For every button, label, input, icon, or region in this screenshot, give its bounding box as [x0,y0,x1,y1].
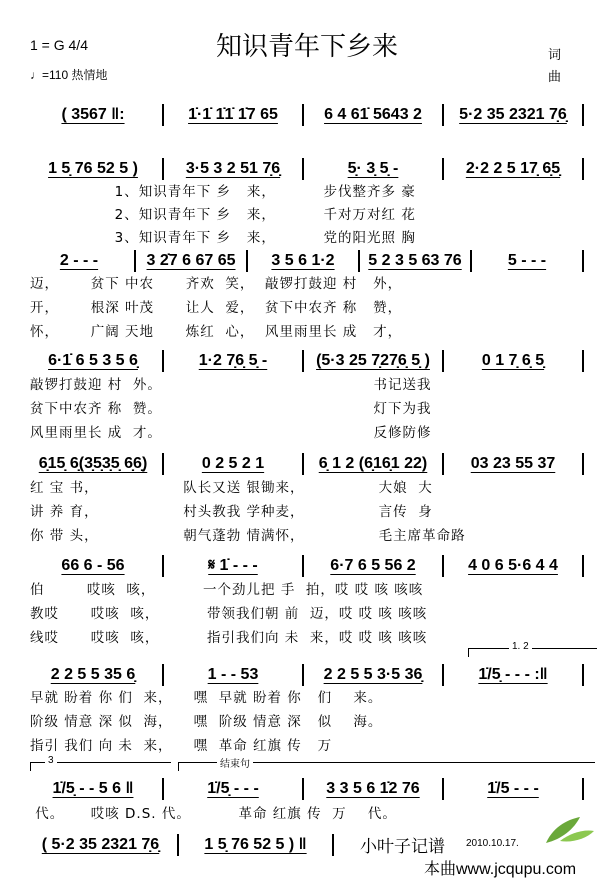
measure: 4 0 6 5·6 4 4 [468,557,558,574]
volta-label: 1. 2 [509,641,532,652]
bar-line [582,664,584,686]
notation-row [28,104,588,126]
notation-row [28,664,588,686]
measure: 5·2 35 2321 7̣6̣ [459,106,567,123]
measure: 6 4 61̇ 5643 2 [324,106,422,123]
volta-1-2 [468,641,597,657]
measure: 1·2 7̣6̣ 5̣ - [198,352,268,369]
measure: ( 5·2 35 2321 7̣6̣ [41,836,160,853]
ending-label: 结束句 [217,755,253,770]
measure: 1̇/5̣ - - 5 6 ‖ [52,780,134,797]
song-title: 知识青年下乡来 [215,31,398,61]
notation-row [28,453,588,475]
bar-line [162,664,164,686]
measure: 03 23 55 37 [470,455,556,472]
measure: 𝄋 1̇ - - - [208,557,258,574]
lyric-line-verse-3: 3、知识青年下 乡 来， 党的阳光照 胸 [30,230,416,246]
bar-line [332,834,334,856]
bar-line [162,778,164,800]
bar-line [302,778,304,800]
notation-row [28,158,588,180]
bar-line [442,555,444,577]
volta-3 [30,755,171,771]
bar-line [134,250,136,272]
measure: 1̇/5 - - - [487,780,539,797]
measure: 2 2 5 5 3·5 36̣ [323,666,423,683]
composer-label: 曲 [548,69,562,84]
lyric-line-verse-1: 1、知识青年下 乡 来， 步伐整齐多 豪 [30,184,416,200]
bar-line [582,555,584,577]
bar-line [470,250,472,272]
bar-line [302,350,304,372]
key-signature: 1 = G 4/4 [30,37,88,53]
measure: 6̣ 1 2 (6̣16̣1 22) [318,455,428,472]
bar-line [302,664,304,686]
measure: 3 2̇7 6 67 65 [146,252,236,269]
bar-line [442,350,444,372]
bar-line [582,158,584,180]
notation-row [28,555,588,577]
bar-line [302,104,304,126]
lyric-line-verse-2: 阶级 情意 深 似 海， 嘿 阶级 情意 深 似 海。 [30,714,383,730]
bar-line [302,453,304,475]
bar-line [442,453,444,475]
bar-line [582,778,584,800]
lyric-line-verse-1: 敲锣打鼓迎 村 外。 书记送我 [30,377,432,393]
lyric-line-verse-2: 讲 养 育， 村头教我 学种麦， 言传 身 [30,504,433,520]
transcriber-signature: 小叶子记谱 [360,837,445,857]
measure: 2 - - - [59,252,99,269]
bar-line [246,250,248,272]
lyric-line-verse-1: 伯 哎咳 咳， 一个劲儿把 手 拍，哎 哎 咳 咳咳 [30,582,424,598]
website-link[interactable]: 本曲www.jcqupu.com [424,861,577,878]
bar-line [442,664,444,686]
lyric-line-verse-3: 你 带 头， 朝气蓬勃 情满怀， 毛主席革命路 [30,528,466,544]
notation-row [28,350,588,372]
volta-label: 3 [45,755,57,766]
bar-line [582,453,584,475]
bar-line [162,453,164,475]
measure: 1 5̣ 76 52 5 ) [48,160,138,177]
measure: 1̇·1̇ 1̇1̇ 1̇7 65 [188,106,278,123]
notation-row [28,778,588,800]
measure: 6̣15̣ 6̣(3̣5̣3̣5̣ 6̣6̣) [38,455,148,472]
tempo-marking: ♩=110 热情地 [30,68,108,82]
measure: 1 - - 53 [207,666,259,683]
bar-line [162,158,164,180]
bar-line [582,250,584,272]
lyric-line-verse-3: 风里雨里长 成 才。 反修防修 [30,425,432,441]
measure: 1̇/5̣ - - - :‖ [478,666,548,683]
measure: 5̣· 3̣ 5̣ - [347,160,399,177]
measure: 3 3 5 6 1̇2 76 [326,780,420,797]
lyric-line-verse-2: 贫下中农齐 称 赞。 灯下为我 [30,401,432,417]
bar-line [358,250,360,272]
measure: 1̇/5̣ - - - [207,780,259,797]
lyricist-label: 词 [548,47,562,62]
measure: 66 6 - 56 [61,557,125,574]
bar-line [582,350,584,372]
bar-line [302,555,304,577]
lyric-line-verse-2: 开， 根深 叶茂 让人 爱， 贫下中农齐 称 赞， [30,300,403,316]
measure: 3 5 6 1·2 [271,252,335,269]
measure: 0 1 7̣ 6̣ 5̣ [481,352,545,369]
lyric-line-verse-2: 教哎 哎咳 咳， 带领我们朝 前 迈，哎 哎 咳 咳咳 [30,606,428,622]
notation-row [28,250,588,272]
measure: 6·1̇ 6 5 3 5 6̣ [48,352,138,369]
measure: 0 2 5 2 1 [201,455,265,472]
lyric-line-verse-1: 代。 哎咳 D.S. 代。 革命 红旗 传 万 代。 [30,806,397,822]
bar-line [302,158,304,180]
lyric-line-verse-2: 2、知识青年下 乡 来， 千对万对红 花 [30,207,416,223]
measure: 5 - - - [507,252,547,269]
measure: 3·5 3 2 51 7̣6̣ [185,160,281,177]
bar-line [582,104,584,126]
ending-bracket [178,759,595,771]
measure: 2 2 5 5 35 6̣ [50,666,136,683]
bar-line [162,555,164,577]
bar-line [177,834,179,856]
measure: 1 5̣ 76 52 5 ) ‖ [204,836,307,853]
transcription-date: 2010.10.17. [466,838,519,849]
notation-row [28,834,338,856]
bar-line [442,778,444,800]
bar-line [162,350,164,372]
bar-line [442,104,444,126]
bar-line [442,158,444,180]
leaf-logo-icon [540,815,596,845]
lyric-line-verse-1: 红 宝 书， 队长又送 银锄来， 大娘 大 [30,480,433,496]
measure: ( 3567 ‖: [61,106,125,123]
lyric-line-verse-3: 指引 我们 向 未 来， 嘿 革命 红旗 传 万 [30,738,333,754]
bar-line [162,104,164,126]
measure: (5·3 25 7̣27̣6̣ 5̣ ) [316,352,430,369]
measure: 6·7 6 5 56 2 [330,557,416,574]
lyric-line-verse-1: 早就 盼着 你 们 来， 嘿 早就 盼着 你 们 来。 [30,690,383,706]
measure: 2·2 2 5 17̣ 6̣5̣ [465,160,561,177]
measure: 5 2 3 5 63 76 [368,252,462,269]
lyric-line-verse-1: 迈， 贫下 中农 齐欢 笑， 敲锣打鼓迎 村 外， [30,276,403,292]
lyric-line-verse-3: 线哎 哎咳 咳， 指引我们向 未 来，哎 哎 咳 咳咳 [30,630,428,646]
lyric-line-verse-3: 怀， 广阔 天地 炼红 心， 风里雨里长 成 才， [30,324,403,340]
